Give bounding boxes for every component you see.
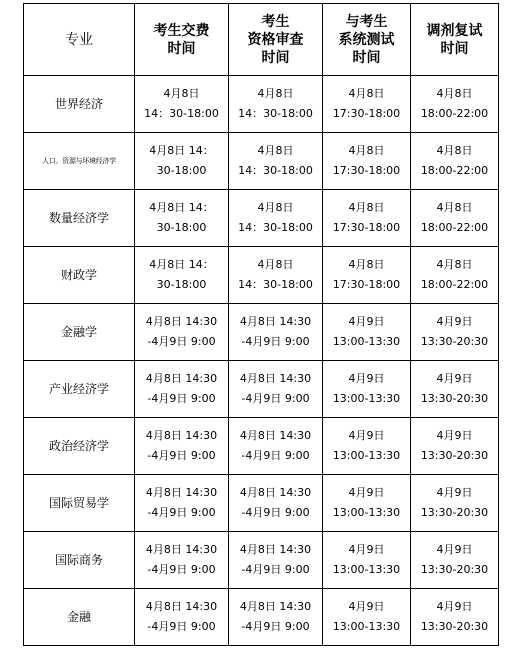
review-time-line: 4月8日 14:30 (239, 315, 312, 328)
major-cell: 人口、资源与环境经济学 (24, 133, 135, 190)
test-time-cell (323, 418, 411, 475)
header-interview-line: 时间 (440, 40, 469, 57)
table-row (24, 247, 499, 304)
header-test-time (323, 4, 411, 76)
interview-time-line: 4月9日 (436, 600, 473, 613)
table-row (24, 190, 499, 247)
review-time-line: 4月8日 14:30 (239, 486, 312, 499)
header-fee-time (135, 4, 229, 76)
review-time-line: 4月8日 14:30 (239, 372, 312, 385)
interview-time-line: 4月8日 (436, 144, 473, 157)
interview-time-cell (411, 418, 499, 475)
test-time-line: 4月8日 (348, 258, 385, 271)
fee-time-line: -4月9日 9:00 (147, 563, 216, 576)
review-time-line: 4月8日 14:30 (239, 429, 312, 442)
review-time-line: 4月8日 (257, 144, 294, 157)
test-time-cell (323, 304, 411, 361)
interview-time-cell (411, 190, 499, 247)
test-time-cell (323, 532, 411, 589)
review-time-line: -4月9日 9:00 (241, 392, 310, 405)
table-row (24, 76, 499, 133)
header-test-line: 系统测试 (338, 31, 395, 48)
interview-time-cell (411, 76, 499, 133)
interview-time-cell (411, 532, 499, 589)
review-time-cell (229, 76, 323, 133)
interview-time-cell (411, 133, 499, 190)
fee-time-line: 4月8日 14:30 (145, 372, 218, 385)
review-time-cell (229, 190, 323, 247)
test-time-line: 4月9日 (348, 486, 385, 499)
major-cell: 数量经济学 (24, 190, 135, 247)
interview-time-line: 4月9日 (436, 429, 473, 442)
fee-time-cell (135, 190, 229, 247)
interview-time-line: 13:30-20:30 (420, 506, 489, 519)
fee-time-line: 30-18:00 (156, 164, 207, 177)
table-row (24, 304, 499, 361)
fee-time-cell (135, 304, 229, 361)
header-review-line: 考生 (261, 13, 290, 30)
test-time-line: 13:00-13:30 (332, 449, 401, 462)
header-fee-line: 考生交费 (153, 22, 210, 39)
interview-time-line: 4月8日 (436, 258, 473, 271)
fee-time-cell (135, 475, 229, 532)
header-interview-time (411, 4, 499, 76)
review-time-line: -4月9日 9:00 (241, 335, 310, 348)
interview-time-line: 18:00-22:00 (420, 221, 489, 234)
interview-time-line: 4月9日 (436, 372, 473, 385)
interview-time-line: 13:30-20:30 (420, 449, 489, 462)
fee-time-line: 4月8日 14:30 (145, 543, 218, 556)
fee-time-cell (135, 76, 229, 133)
interview-time-line: 4月9日 (436, 486, 473, 499)
fee-time-line: 4月8日 14： (149, 201, 214, 214)
test-time-line: 17:30-18:00 (332, 221, 401, 234)
test-time-line: 4月8日 (348, 87, 385, 100)
fee-time-line: -4月9日 9:00 (147, 620, 216, 633)
interview-time-line: 13:30-20:30 (420, 563, 489, 576)
review-time-line: 4月8日 (257, 87, 294, 100)
review-time-cell (229, 532, 323, 589)
test-time-line: 17:30-18:00 (332, 278, 401, 291)
test-time-cell (323, 475, 411, 532)
fee-time-line: 4月8日 14： (149, 258, 214, 271)
fee-time-line: 4月8日 14:30 (145, 600, 218, 613)
fee-time-line: -4月9日 9:00 (147, 392, 216, 405)
review-time-line: 4月8日 14:30 (239, 600, 312, 613)
table-row (24, 133, 499, 190)
test-time-line: 4月9日 (348, 315, 385, 328)
test-time-line: 4月9日 (348, 372, 385, 385)
interview-time-cell (411, 247, 499, 304)
test-time-line: 4月8日 (348, 201, 385, 214)
test-time-cell (323, 133, 411, 190)
review-time-line: 14：30-18:00 (238, 164, 313, 177)
test-time-line: 17:30-18:00 (332, 164, 401, 177)
review-time-line: 14：30-18:00 (238, 278, 313, 291)
header-fee-line: 时间 (167, 40, 196, 57)
major-cell: 金融学 (24, 304, 135, 361)
test-time-line: 13:00-13:30 (332, 506, 401, 519)
review-time-cell (229, 247, 323, 304)
interview-time-cell (411, 475, 499, 532)
header-review-line: 时间 (261, 49, 290, 66)
major-cell: 政治经济学 (24, 418, 135, 475)
test-time-line: 4月9日 (348, 600, 385, 613)
header-major-line: 专业 (65, 31, 93, 48)
header-test-line: 与考生 (345, 13, 388, 30)
fee-time-line: 4月8日 14： (149, 144, 214, 157)
header-test-line: 时间 (352, 49, 381, 66)
test-time-cell (323, 190, 411, 247)
fee-time-line: 14：30-18:00 (144, 107, 219, 120)
review-time-line: 14：30-18:00 (238, 107, 313, 120)
major-cell: 国际贸易学 (24, 475, 135, 532)
interview-time-line: 13:30-20:30 (420, 335, 489, 348)
interview-time-cell (411, 304, 499, 361)
review-time-line: -4月9日 9:00 (241, 563, 310, 576)
review-time-line: 14：30-18:00 (238, 221, 313, 234)
fee-time-cell (135, 532, 229, 589)
test-time-line: 13:00-13:30 (332, 563, 401, 576)
fee-time-line: 4月8日 (163, 87, 200, 100)
test-time-cell (323, 76, 411, 133)
interview-time-line: 4月9日 (436, 543, 473, 556)
fee-time-line: 4月8日 14:30 (145, 429, 218, 442)
fee-time-cell (135, 247, 229, 304)
test-time-line: 13:00-13:30 (332, 620, 401, 633)
review-time-cell (229, 589, 323, 646)
review-time-line: 4月8日 (257, 258, 294, 271)
table-row (24, 418, 499, 475)
review-time-line: 4月8日 14:30 (239, 543, 312, 556)
test-time-line: 17:30-18:00 (332, 107, 401, 120)
interview-time-line: 18:00-22:00 (420, 164, 489, 177)
table-row (24, 361, 499, 418)
header-row (24, 4, 499, 76)
review-time-line: 4月8日 (257, 201, 294, 214)
interview-time-line: 13:30-20:30 (420, 392, 489, 405)
test-time-cell (323, 247, 411, 304)
major-cell: 产业经济学 (24, 361, 135, 418)
fee-time-line: 4月8日 14:30 (145, 486, 218, 499)
table-row (24, 475, 499, 532)
header-interview-line: 调剂复试 (426, 22, 483, 39)
test-time-line: 4月9日 (348, 429, 385, 442)
interview-time-line: 13:30-20:30 (420, 620, 489, 633)
review-time-cell (229, 361, 323, 418)
review-time-line: -4月9日 9:00 (241, 620, 310, 633)
schedule-table (23, 3, 499, 646)
review-time-line: -4月9日 9:00 (241, 506, 310, 519)
header-review-line: 资格审查 (247, 31, 304, 48)
review-time-cell (229, 475, 323, 532)
review-time-line: -4月9日 9:00 (241, 449, 310, 462)
test-time-line: 4月8日 (348, 144, 385, 157)
fee-time-line: 30-18:00 (156, 221, 207, 234)
interview-time-line: 18:00-22:00 (420, 107, 489, 120)
major-cell: 金融 (24, 589, 135, 646)
interview-time-line: 4月9日 (436, 315, 473, 328)
test-time-cell (323, 589, 411, 646)
fee-time-line: 30-18:00 (156, 278, 207, 291)
review-time-cell (229, 133, 323, 190)
fee-time-cell (135, 589, 229, 646)
fee-time-line: -4月9日 9:00 (147, 506, 216, 519)
fee-time-line: -4月9日 9:00 (147, 449, 216, 462)
test-time-line: 13:00-13:30 (332, 392, 401, 405)
review-time-cell (229, 418, 323, 475)
interview-time-line: 4月8日 (436, 201, 473, 214)
fee-time-line: -4月9日 9:00 (147, 335, 216, 348)
fee-time-cell (135, 361, 229, 418)
test-time-line: 13:00-13:30 (332, 335, 401, 348)
interview-time-cell (411, 589, 499, 646)
fee-time-line: 4月8日 14:30 (145, 315, 218, 328)
header-major (24, 4, 135, 76)
table-row (24, 589, 499, 646)
fee-time-cell (135, 133, 229, 190)
major-cell: 世界经济 (24, 76, 135, 133)
test-time-line: 4月9日 (348, 543, 385, 556)
header-review-time (229, 4, 323, 76)
test-time-cell (323, 361, 411, 418)
review-time-cell (229, 304, 323, 361)
interview-time-line: 4月8日 (436, 87, 473, 100)
fee-time-cell (135, 418, 229, 475)
major-cell: 财政学 (24, 247, 135, 304)
major-cell: 国际商务 (24, 532, 135, 589)
table-row (24, 532, 499, 589)
interview-time-line: 18:00-22:00 (420, 278, 489, 291)
interview-time-cell (411, 361, 499, 418)
